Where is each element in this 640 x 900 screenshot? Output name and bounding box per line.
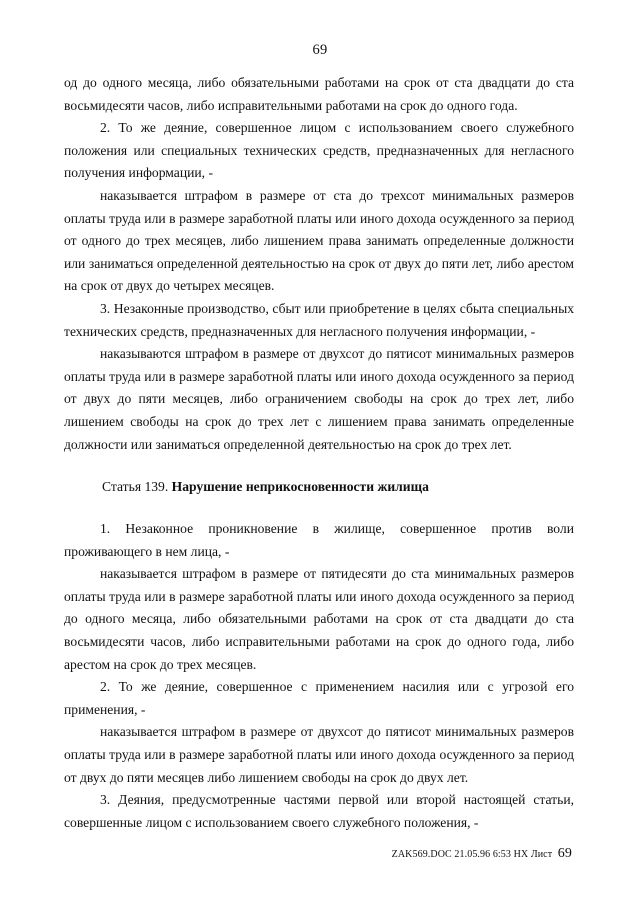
document-footer — [392, 846, 572, 862]
paragraph: 2. То же деяние, совершенное с применением насилия или с угрозой его применения, - — [64, 679, 574, 717]
footer-doc-info: ZAK569.DOC 21.05.96 6:53 НХ Лист — [391, 849, 553, 860]
paragraph: 3. Деяния, предусмотренные частями первой или второй настоящей статьи, совершенные лицом с использованием своего служебного положения, - — [64, 792, 574, 830]
page-number: 69 — [312, 42, 328, 58]
article-label: Статья 139. — [102, 479, 169, 495]
article-heading — [64, 476, 574, 498]
paragraph: 1. Незаконное проникновение в жилище, совершенное против воли проживающего в нем лица, - — [64, 521, 574, 559]
document-body — [64, 72, 574, 834]
paragraph: 3. Незаконные производство, сбыт или приобретение в целях сбыта специальных технических средств, предназначенных для негласного получения информации, - — [64, 300, 574, 339]
paragraph: наказывается штрафом в размере от ста до трехсот минимальных размеров оплаты труда или в размере заработной платы или иного дохода осужденного за период от одного до трех месяцев, либо лишением права занимать определенные должности или заниматься определенной деятельностью на срок от двух до пяти лет, либо арестом на срок от двух до четырех месяцев. — [64, 187, 574, 294]
footer-sheet-number: 69 — [557, 846, 572, 861]
article-title: Нарушение неприкосновенности жилища — [171, 479, 429, 495]
paragraph: од до одного месяца, либо обязательными работами на срок от ста двадцати до ста восьмидесяти часов, либо исправительными работами на срок до одного года. — [64, 75, 574, 113]
paragraph: 2. То же деяние, совершенное лицом с использованием своего служебного положения или специальных технических средств, предназначенных для негласного получения информации, - — [64, 120, 574, 181]
paragraph: наказывается штрафом в размере от двухсот до пятисот минимальных размеров оплаты труда или в размере заработной платы или иного дохода осужденного за период от двух до пяти месяцев либо лишением свободы на срок до двух лет. — [64, 724, 574, 785]
paragraph: наказывается штрафом в размере от пятидесяти до ста минимальных размеров оплаты труда или в размере заработной платы или иного дохода осужденного за период до одного месяца, либо обязательными работами на срок от ста двадцати до ста восьмидесяти часов, либо исправительными работами на срок до одного года, либо арестом на срок до трех месяцев. — [64, 566, 574, 672]
paragraph: наказываются штрафом в размере от двухсот до пятисот минимальных размеров оплаты труда или в размере заработной платы или иного дохода осужденного за период от двух до пяти месяцев, либо ограничением свободы на срок до трех лет, либо лишением свободы на срок до трех лет с лишением права занимать определенные должности или заниматься определенной деятельностью на срок до трех лет. — [64, 346, 574, 452]
